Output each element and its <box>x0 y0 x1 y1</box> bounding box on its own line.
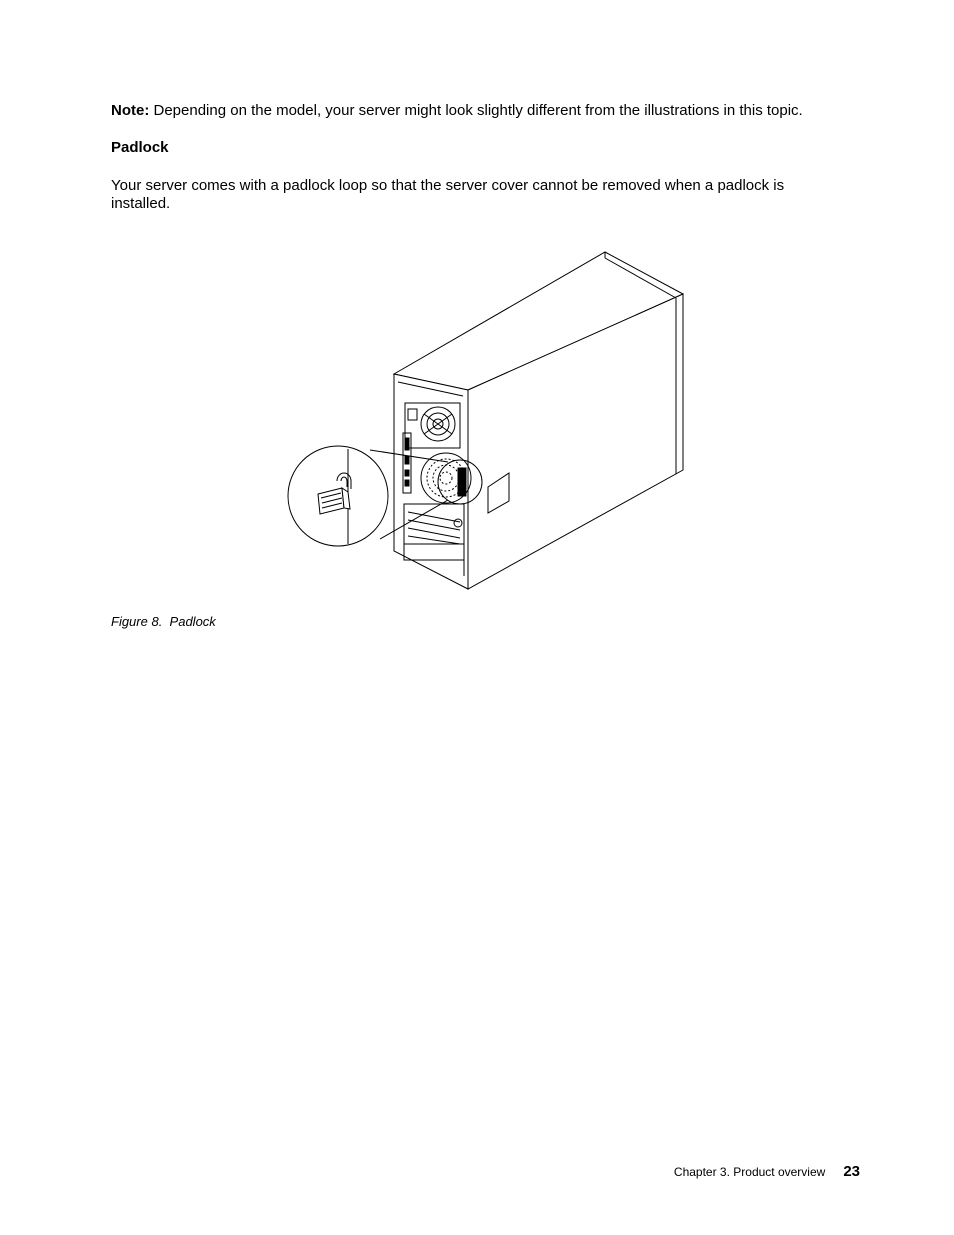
figure-number: Figure 8. <box>111 614 163 629</box>
page-number: 23 <box>843 1163 860 1180</box>
padlock-loop <box>458 468 466 496</box>
page-footer <box>674 1163 860 1181</box>
note-label: Note: <box>111 102 150 119</box>
figure-caption <box>111 614 216 630</box>
server-padlock-illustration <box>280 246 700 596</box>
section-heading: Padlock <box>111 139 169 156</box>
note-text: Depending on the model, your server might look slightly different from the illustrations in this topic. <box>149 102 803 119</box>
note-paragraph <box>111 102 871 120</box>
figure-title: Padlock <box>169 614 216 629</box>
body-paragraph: Your server comes with a padlock loop so that the server cover cannot be removed when a padlock is installed. <box>111 177 785 212</box>
server-tower-drawing <box>280 246 700 596</box>
footer-chapter: Chapter 3. Product overview <box>673 1165 826 1179</box>
